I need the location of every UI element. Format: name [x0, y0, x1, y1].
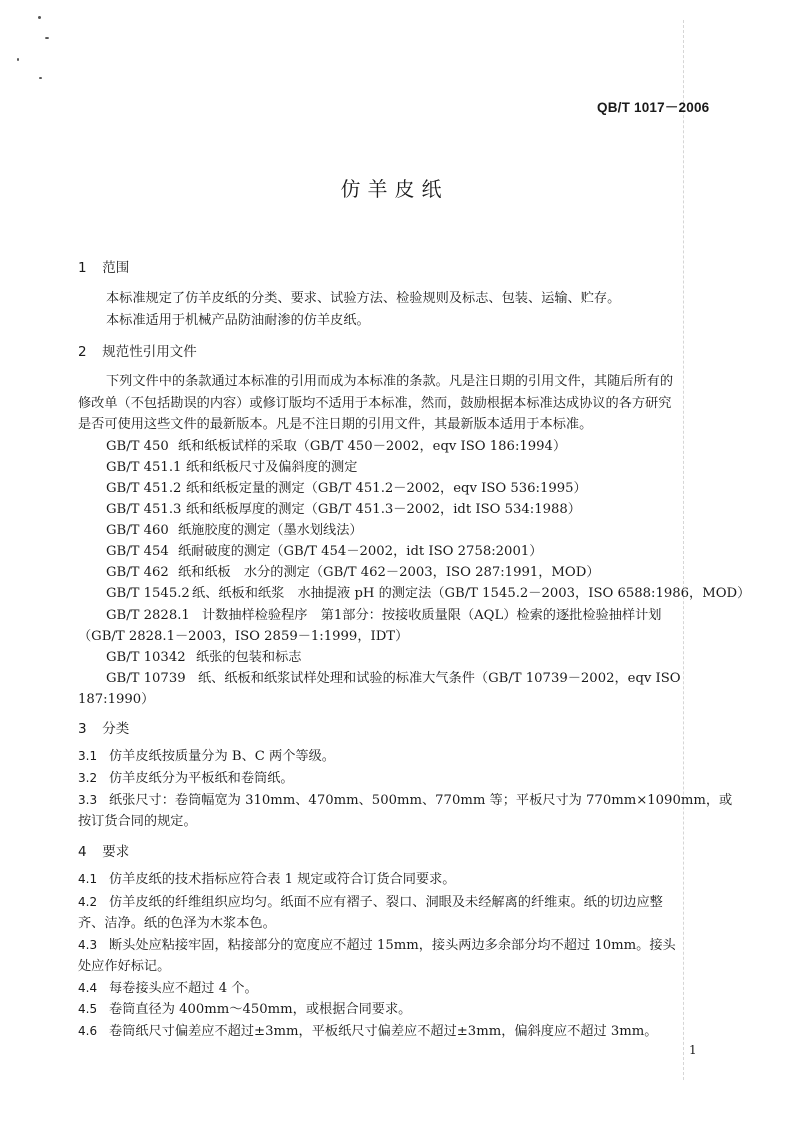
reference-text: 纸和纸板尺寸及偏斜度的测定	[186, 460, 358, 475]
clause-number: 3.2	[78, 771, 98, 785]
section-number: 4	[78, 844, 87, 860]
clause-text: 仿羊皮纸的纤维组织应均匀。纸面不应有褶子、裂口、洞眼及未经解离的纤维束。纸的切边应整	[109, 895, 663, 910]
reference-item	[106, 604, 661, 623]
clause-continuation: 处应作好标记。	[78, 959, 171, 974]
section-heading-3	[78, 717, 129, 737]
paragraph-line: 是否可使用这些文件的最新版本。凡是不注日期的引用文件，其最新版本适用于本标准。	[78, 417, 593, 432]
section-title: 要求	[102, 844, 130, 860]
reference-item	[106, 456, 357, 475]
clause-number: 3.1	[78, 749, 98, 763]
section-heading-1	[78, 256, 129, 276]
clause-text: 卷筒直径为 400mm～450mm，或根据合同要求。	[109, 1002, 412, 1017]
scan-speck	[38, 16, 41, 19]
section-heading-2	[78, 340, 197, 360]
reference-text: 纸和纸板试样的采取（GB/T 450－2002，eqv ISO 186:1994）	[178, 439, 567, 454]
reference-code: GB/T 450	[106, 439, 169, 454]
reference-text: 纸耐破度的测定（GB/T 454－2002，idt ISO 2758:2001）	[178, 544, 543, 559]
clause-continuation: 齐、洁净。纸的色泽为木浆本色。	[78, 916, 276, 931]
reference-item	[106, 477, 587, 496]
clause-text: 仿羊皮纸的技术指标应符合表 1 规定或符合订货合同要求。	[109, 872, 456, 887]
reference-text: 计数抽样检验程序 第1部分：按接收质量限（AQL）检索的逐批检验抽样计划	[202, 608, 662, 623]
reference-item	[106, 561, 600, 580]
scan-speck	[17, 58, 19, 61]
reference-text: 纸和纸板厚度的测定（GB/T 451.3－2002，idt ISO 534:1988）	[186, 502, 581, 517]
doc-number: QB/T 1017－2006	[597, 100, 710, 115]
clause-text: 仿羊皮纸按质量分为 B、C 两个等级。	[109, 749, 335, 764]
clause-number: 4.1	[78, 872, 98, 886]
reference-item	[106, 540, 542, 559]
reference-text: 纸施胶度的测定（墨水划线法）	[178, 523, 363, 538]
clause	[78, 745, 335, 764]
reference-code: GB/T 460	[106, 523, 169, 538]
reference-code: GB/T 451.3	[106, 502, 182, 517]
reference-item	[106, 519, 363, 538]
reference-item	[106, 435, 566, 454]
reference-code: GB/T 10739	[106, 671, 186, 686]
reference-text: 纸和纸板定量的测定（GB/T 451.2－2002，eqv ISO 536:1995）	[186, 481, 587, 496]
clause	[78, 868, 455, 887]
section-title: 规范性引用文件	[102, 344, 197, 360]
section-title: 范围	[102, 260, 130, 276]
section-number: 3	[78, 721, 87, 737]
clause-number: 4.6	[78, 1024, 98, 1038]
paragraph-line: 修改单（不包括勘误的内容）或修订版均不适用于本标准，然而，鼓励根据本标准达成协议的各方研究	[78, 396, 672, 411]
section-number: 1	[78, 260, 87, 276]
clause-number: 4.4	[78, 981, 98, 995]
clause-number: 3.3	[78, 793, 98, 807]
reference-code: GB/T 462	[106, 565, 169, 580]
reference-code: GB/T 451.2	[106, 481, 182, 496]
clause	[78, 934, 676, 953]
reference-code: GB/T 451.1	[106, 460, 182, 475]
paragraph-line: 下列文件中的条款通过本标准的引用而成为本标准的条款。凡是注日期的引用文件，其随后所有的	[106, 374, 674, 389]
reference-code: GB/T 454	[106, 544, 169, 559]
clause	[78, 767, 294, 786]
paragraph: 本标准规定了仿羊皮纸的分类、要求、试验方法、检验规则及标志、包装、运输、贮存。	[106, 291, 621, 306]
clause	[78, 1020, 658, 1039]
reference-text: 纸和纸板 水分的测定（GB/T 462－2003，ISO 287:1991，MOD）	[178, 565, 600, 580]
clause-text: 仿羊皮纸分为平板纸和卷筒纸。	[109, 771, 294, 786]
clause-text: 断头处应粘接牢固，粘接部分的宽度应不超过 15mm，接头两边多余部分均不超过 10mm。接头	[109, 938, 676, 953]
clause-text: 卷筒纸尺寸偏差应不超过±3mm，平板纸尺寸偏差应不超过±3mm，偏斜度应不超过 3mm。	[109, 1024, 658, 1039]
section-heading-4	[78, 840, 129, 860]
page-number: 1	[689, 1043, 697, 1057]
reference-text: 纸、纸板和纸浆 水抽提液 pH 的测定法（GB/T 1545.2－2003，ISO 6588:1986，MOD）	[192, 586, 751, 601]
reference-code: GB/T 1545.2	[106, 586, 190, 601]
reference-text: 纸、纸板和纸浆试样处理和试验的标准大气条件（GB/T 10739－2002，eqv ISO	[198, 671, 681, 686]
reference-continuation: （GB/T 2828.1－2003，ISO 2859－1:1999，IDT）	[78, 629, 409, 644]
reference-item	[106, 498, 581, 517]
clause-text: 每卷接头应不超过 4 个。	[109, 981, 258, 996]
clause-number: 4.5	[78, 1002, 98, 1016]
clause-continuation: 按订货合同的规定。	[78, 814, 197, 829]
clause-number: 4.2	[78, 895, 98, 909]
reference-continuation: 187:1990）	[78, 692, 155, 707]
page-title: 仿羊皮纸	[340, 177, 449, 201]
scan-speck	[39, 77, 42, 79]
reference-text: 纸张的包装和标志	[196, 650, 302, 665]
reference-code: GB/T 2828.1	[106, 608, 190, 623]
scan-speck	[45, 37, 49, 39]
clause-text: 纸张尺寸：卷筒幅宽为 310mm、470mm、500mm、770mm 等；平板尺寸为 770mm×1090mm，或	[109, 793, 733, 808]
clause	[78, 998, 411, 1017]
reference-item	[106, 667, 681, 686]
reference-item	[106, 646, 302, 665]
section-title: 分类	[102, 721, 130, 737]
clause	[78, 789, 732, 808]
clause-number: 4.3	[78, 938, 98, 952]
reference-item	[106, 582, 750, 601]
reference-code: GB/T 10342	[106, 650, 186, 665]
section-number: 2	[78, 344, 87, 360]
paragraph: 本标准适用于机械产品防油耐渗的仿羊皮纸。	[106, 313, 370, 328]
clause	[78, 977, 258, 996]
clause	[78, 891, 663, 910]
